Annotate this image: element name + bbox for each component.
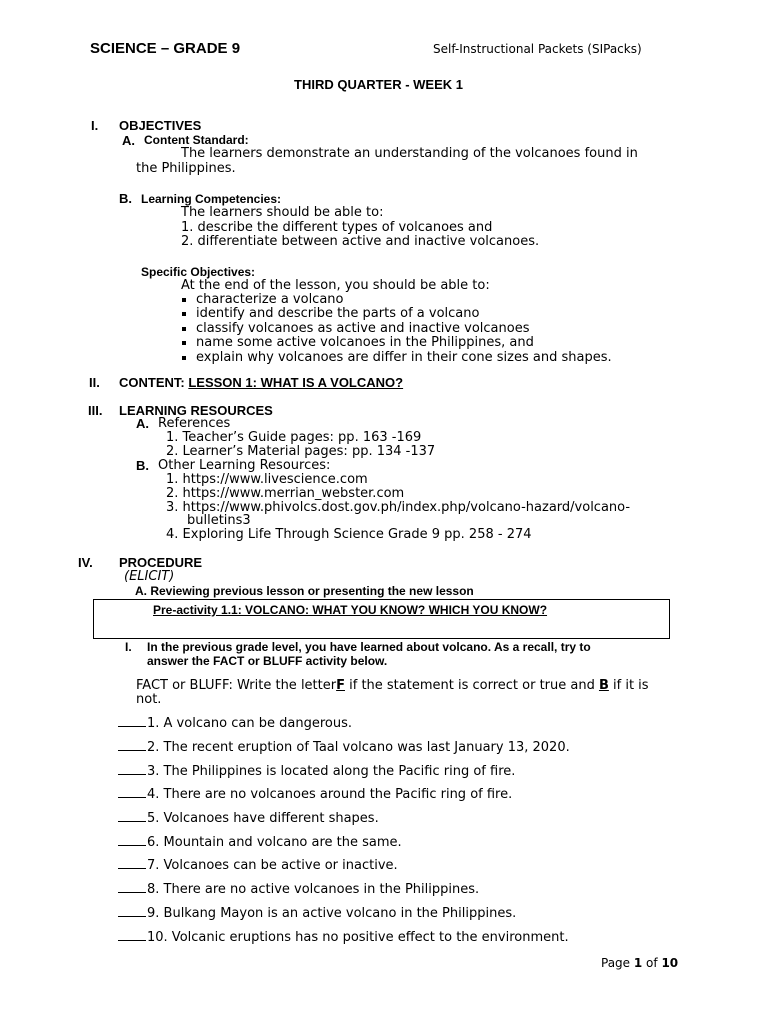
procedure-number: IV. [78, 555, 93, 570]
answer-blank[interactable] [118, 905, 146, 917]
answer-blank[interactable] [118, 810, 146, 822]
answer-blank[interactable] [118, 857, 146, 869]
content-standard-letter: A. [122, 133, 135, 148]
step-a-heading: A. Reviewing previous lesson or presenting the new lesson [135, 584, 474, 598]
lesson-title: LESSON 1: WHAT IS A VOLCANO? [188, 375, 404, 390]
competencies-letter: B. [119, 191, 132, 206]
resource-link[interactable]: 2. https://www.merrian_webster.com [166, 486, 405, 501]
specific-objectives-intro: At the end of the lesson, you should be able to: [181, 278, 490, 293]
content-standard-text-1: The learners demonstrate an understanding of the volcanoes found in [181, 146, 638, 161]
page-number: Page 1 of 10 [601, 956, 679, 970]
resource-link-continued[interactable]: bulletins3 [187, 513, 251, 528]
references-heading: References [158, 416, 231, 431]
references-letter: A. [136, 416, 149, 431]
bullet-icon [182, 327, 186, 331]
procedure-heading: PROCEDURE [119, 555, 203, 570]
bullet-icon [182, 312, 186, 316]
preactivity-title: Pre-activity 1.1: VOLCANO: WHAT YOU KNOW? WHICH YOU KNOW? [153, 603, 548, 617]
resource-link[interactable]: 3. https://www.phivolcs.dost.gov.ph/index.php/volcano-hazard/volcano- [166, 500, 631, 515]
competencies-heading: Learning Competencies: [141, 192, 282, 206]
instruction-number: I. [125, 640, 132, 654]
question-item: 5. Volcanoes have different shapes. [118, 810, 379, 826]
question-item: 6. Mountain and volcano are the same. [118, 834, 402, 850]
specific-objective-item: name some active volcanoes in the Philippines, and [182, 335, 534, 350]
answer-blank[interactable] [118, 786, 146, 798]
bullet-icon [182, 356, 186, 360]
question-item: 10. Volcanic eruptions has no positive effect to the environment. [118, 929, 569, 945]
question-item: 8. There are no active volcanoes in the Philippines. [118, 881, 479, 897]
fact-or-bluff-directions: FACT or BLUFF: Write the letterF if the statement is correct or true and B if it is [136, 678, 649, 693]
question-item: 1. A volcano can be dangerous. [118, 715, 352, 731]
answer-blank[interactable] [118, 881, 146, 893]
answer-blank[interactable] [118, 763, 146, 775]
question-item: 2. The recent eruption of Taal volcano was last January 13, 2020. [118, 739, 570, 755]
instruction-line-1: In the previous grade level, you have learned about volcano. As a recall, try to [147, 640, 591, 654]
resource-link[interactable]: 1. https://www.livescience.com [166, 472, 368, 487]
specific-objective-item: characterize a volcano [182, 292, 343, 307]
other-resources-letter: B. [136, 458, 149, 473]
bluff-letter: B [598, 678, 609, 693]
specific-objective-item: explain why volcanoes are differ in their cone sizes and shapes. [182, 350, 612, 365]
competencies-intro: The learners should be able to: [181, 205, 384, 220]
question-item: 7. Volcanoes can be active or inactive. [118, 857, 398, 873]
competency-item: 2. differentiate between active and inactive volcanoes. [181, 234, 540, 249]
packet-title: Self-Instructional Packets (SIPacks) [433, 42, 642, 56]
objectives-heading: OBJECTIVES [119, 118, 202, 133]
quarter-title: THIRD QUARTER - WEEK 1 [294, 77, 463, 92]
competency-item: 1. describe the different types of volcanoes and [181, 220, 493, 235]
bullet-icon [182, 341, 186, 345]
answer-blank[interactable] [118, 929, 146, 941]
specific-objectives-heading: Specific Objectives: [141, 265, 256, 279]
content-heading: CONTENT: LESSON 1: WHAT IS A VOLCANO? [119, 375, 404, 390]
objectives-number: I. [91, 118, 99, 133]
resources-number: III. [88, 403, 103, 418]
answer-blank[interactable] [118, 834, 146, 846]
resource-item: 4. Exploring Life Through Science Grade 9 pp. 258 - 274 [166, 527, 532, 542]
content-number: II. [89, 375, 100, 390]
bullet-icon [182, 298, 186, 302]
question-item: 4. There are no volcanoes around the Pacific ring of fire. [118, 786, 512, 802]
reference-item: 1. Teacher’s Guide pages: pp. 163 -169 [166, 430, 422, 445]
fact-letter: F [336, 678, 345, 693]
answer-blank[interactable] [118, 715, 146, 727]
question-item: 9. Bulkang Mayon is an active volcano in the Philippines. [118, 905, 516, 921]
instruction-line-2: answer the FACT or BLUFF activity below. [147, 654, 388, 668]
answer-blank[interactable] [118, 739, 146, 751]
content-standard-text-2: the Philippines. [136, 161, 236, 176]
subject-title: SCIENCE – GRADE 9 [90, 40, 241, 57]
phase-label: (ELICIT) [124, 569, 175, 584]
resources-heading: LEARNING RESOURCES [119, 403, 273, 418]
other-resources-heading: Other Learning Resources: [158, 458, 331, 473]
question-item: 3. The Philippines is located along the Pacific ring of fire. [118, 763, 515, 779]
specific-objective-item: classify volcanoes as active and inactive volcanoes [182, 321, 529, 336]
fact-or-bluff-directions-cont: not. [136, 692, 162, 707]
content-standard-heading: Content Standard: [144, 133, 249, 147]
specific-objective-item: identify and describe the parts of a volcano [182, 306, 479, 321]
reference-item: 2. Learner’s Material pages: pp. 134 -137 [166, 444, 436, 459]
